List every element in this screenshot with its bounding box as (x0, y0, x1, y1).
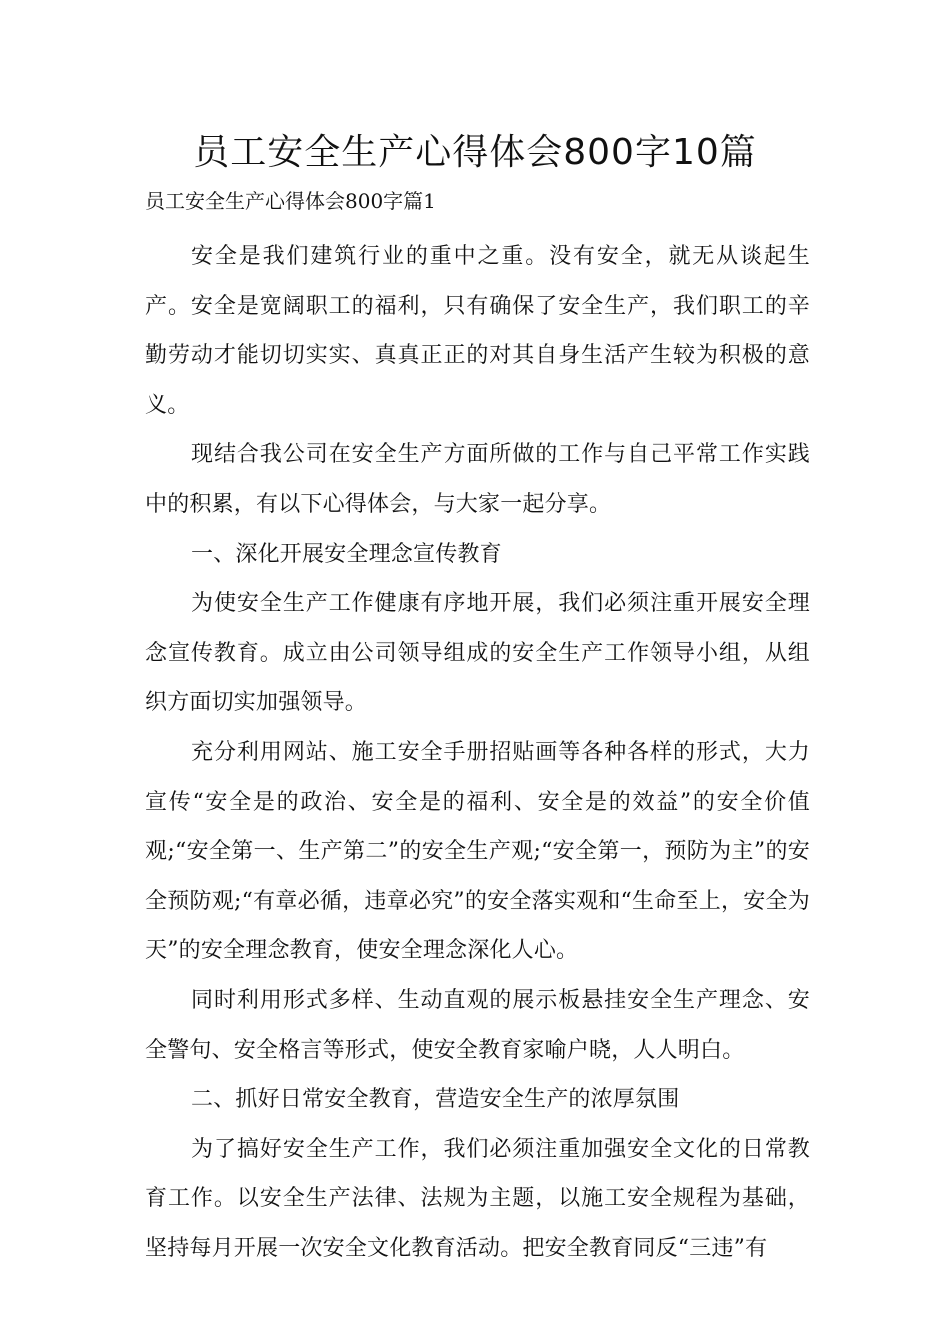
paragraph: 安全是我们建筑行业的重中之重。没有安全，就无从谈起生产。安全是宽阔职工的福利，只有确保了安全生产，我们职工的辛勤劳动才能切切实实、真真正正的对其自身生活产生较为积极的意义。 (145, 244, 810, 418)
paragraph: 为使安全生产工作健康有序地开展，我们必须注重开展安全理念宣传教育。成立由公司领导组成的安全生产工作领导小组，从组织方面切实加强领导。 (145, 591, 810, 716)
section-heading: 二、抓好日常安全教育，营造安全生产的浓厚氛围 (191, 1087, 680, 1113)
document-subtitle: 员工安全生产心得体会800字篇1 (145, 189, 436, 213)
paragraph: 同时利用形式多样、生动直观的展示板悬挂安全生产理念、安全警句、安全格言等形式，使安全教育家喻户晓，人人明白。 (145, 987, 810, 1063)
document-title: 员工安全生产心得体会800字10篇 (193, 132, 757, 173)
paragraph: 现结合我公司在安全生产方面所做的工作与自己平常工作实践中的积累，有以下心得体会，与大家一起分享。 (145, 442, 810, 517)
paragraph: 充分利用网站、施工安全手册招贴画等各种各样的形式，大力宣传“安全是的政治、安全是的福利、安全是的效益”的安全价值观;“安全第一、生产第二”的安全生产观;“安全第一，预防为主”的安全预防观;“有章必循，违章必究”的安全落实观和“生命至上，安全为天”的安全理念教育，使安全理念深化人心。 (145, 739, 810, 964)
section-heading: 一、深化开展安全理念宣传教育 (191, 541, 502, 567)
paragraph: 为了搞好安全生产工作，我们必须注重加强安全文化的日常教育工作。以安全生产法律、法规为主题，以施工安全规程为基础，坚持每月开展一次安全文化教育活动。把安全教育同反“三违”有 (145, 1136, 810, 1261)
document-body (145, 232, 810, 1273)
